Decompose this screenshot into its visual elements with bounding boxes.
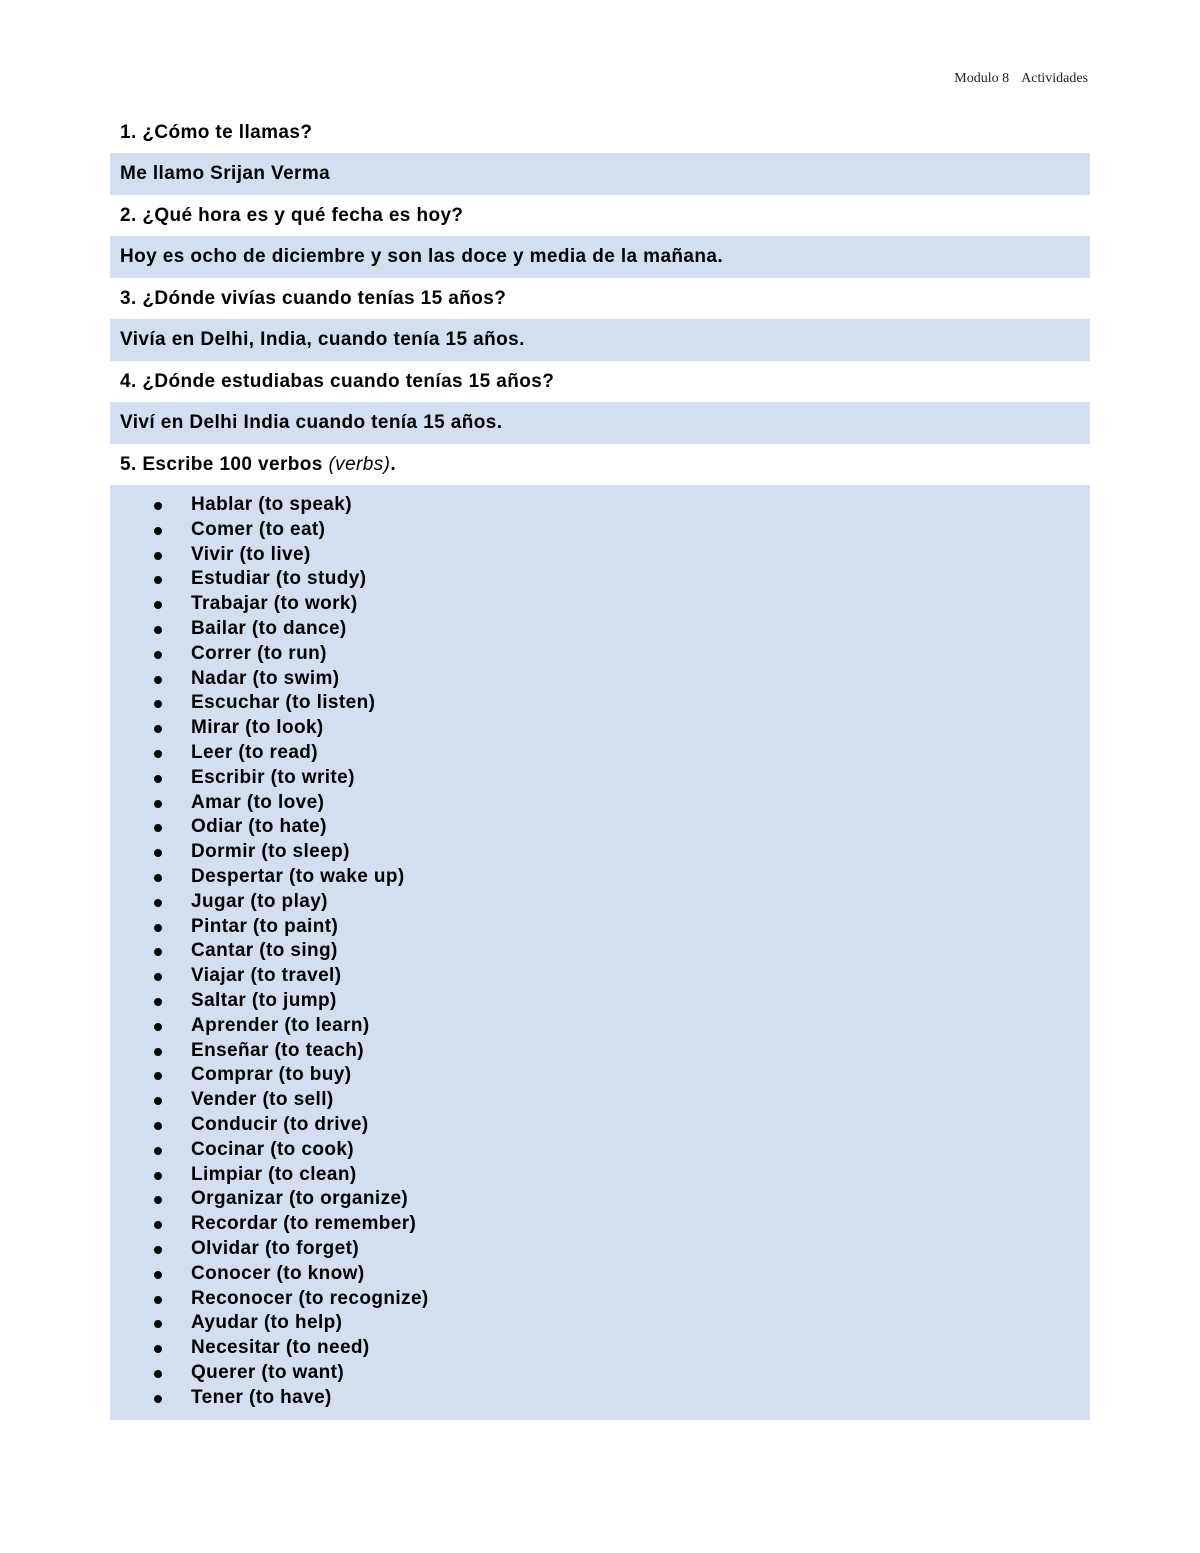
verb-text: Dormir (to sleep): [191, 841, 350, 863]
verb-list-item: [110, 1039, 1090, 1064]
verb-list-item: [110, 1063, 1090, 1088]
verb-text: Nadar (to swim): [191, 667, 340, 689]
verb-text: Comer (to eat): [191, 518, 326, 540]
question-5-prompt: 5. Escribe 100 verbos: [120, 453, 323, 475]
verb-list-item: [110, 493, 1090, 518]
verb-list-item: [110, 766, 1090, 791]
verb-text: Leer (to read): [191, 741, 319, 763]
verb-text: Recordar (to remember): [191, 1213, 417, 1235]
verb-list-item: [110, 1287, 1090, 1312]
bullet-icon: [154, 1345, 162, 1353]
verb-list-item: [110, 865, 1090, 890]
bullet-icon: [154, 1221, 162, 1229]
bullet-icon: [154, 725, 162, 733]
verb-list-item: [110, 1336, 1090, 1361]
bullet-icon: [154, 874, 162, 882]
question-1: 1. ¿Cómo te llamas?: [110, 112, 1090, 153]
answer-3: Vivía en Delhi, India, cuando tenía 15 años.: [110, 319, 1090, 361]
bullet-icon: [154, 576, 162, 584]
verb-text: Tener (to have): [191, 1386, 332, 1408]
verb-list-item: [110, 1237, 1090, 1262]
bullet-icon: [154, 1196, 162, 1204]
verb-text: Ayudar (to help): [191, 1312, 343, 1334]
bullet-icon: [154, 1246, 162, 1254]
bullet-icon: [154, 502, 162, 510]
verb-list-item: [110, 1361, 1090, 1386]
verb-list-item: [110, 518, 1090, 543]
bullet-icon: [154, 552, 162, 560]
verb-text: Odiar (to hate): [191, 816, 327, 838]
verb-list-item: [110, 791, 1090, 816]
verb-list-item: [110, 1113, 1090, 1138]
verb-text: Jugar (to play): [191, 890, 328, 912]
verb-list-item: [110, 989, 1090, 1014]
verb-text: Trabajar (to work): [191, 593, 358, 615]
verb-list-item: [110, 890, 1090, 915]
answer-1: Me llamo Srijan Verma: [110, 153, 1090, 195]
verb-text: Querer (to want): [191, 1361, 345, 1383]
verb-text: Viajar (to travel): [191, 965, 342, 987]
verb-text: Escuchar (to listen): [191, 692, 376, 714]
verb-text: Bailar (to dance): [191, 617, 347, 639]
bullet-icon: [154, 1122, 162, 1130]
bullet-icon: [154, 800, 162, 808]
verb-text: Estudiar (to study): [191, 568, 367, 590]
verb-list-item: [110, 716, 1090, 741]
verb-list-item: [110, 840, 1090, 865]
page-header: [954, 71, 1088, 87]
answer-2: Hoy es ocho de diciembre y son las doce y media de la mañana.: [110, 236, 1090, 278]
bullet-icon: [154, 700, 162, 708]
bullet-icon: [154, 676, 162, 684]
verb-list-item: [110, 691, 1090, 716]
verb-list-item: [110, 543, 1090, 568]
verb-text: Escribir (to write): [191, 766, 355, 788]
verb-list: [110, 493, 1090, 1410]
verb-list-item: [110, 915, 1090, 940]
verb-list-item: [110, 1187, 1090, 1212]
verb-text: Olvidar (to forget): [191, 1237, 360, 1259]
bullet-icon: [154, 651, 162, 659]
bullet-icon: [154, 849, 162, 857]
bullet-icon: [154, 1023, 162, 1031]
bullet-icon: [154, 899, 162, 907]
bullet-icon: [154, 1320, 162, 1328]
verb-list-item: [110, 1088, 1090, 1113]
verb-text: Necesitar (to need): [191, 1337, 370, 1359]
verb-text: Amar (to love): [191, 791, 325, 813]
verb-text: Vender (to sell): [191, 1089, 334, 1111]
verb-list-item: [110, 567, 1090, 592]
verb-text: Reconocer (to recognize): [191, 1287, 429, 1309]
verb-text: Organizar (to organize): [191, 1188, 409, 1210]
bullet-icon: [154, 1048, 162, 1056]
bullet-icon: [154, 1370, 162, 1378]
verb-list-item: [110, 617, 1090, 642]
verb-list-item: [110, 1262, 1090, 1287]
verb-text: Vivir (to live): [191, 543, 311, 565]
bullet-icon: [154, 750, 162, 758]
question-5-hint: (verbs): [328, 453, 391, 475]
bullet-icon: [154, 527, 162, 535]
verb-text: Conocer (to know): [191, 1262, 365, 1284]
verb-text: Despertar (to wake up): [191, 865, 405, 887]
verb-text: Correr (to run): [191, 642, 327, 664]
bullet-icon: [154, 601, 162, 609]
bullet-icon: [154, 948, 162, 956]
verb-text: Cantar (to sing): [191, 940, 338, 962]
verb-text: Comprar (to buy): [191, 1064, 352, 1086]
bullet-icon: [154, 1395, 162, 1403]
verb-list-item: [110, 1311, 1090, 1336]
question-5-end: .: [390, 453, 397, 475]
verb-list-item: [110, 1014, 1090, 1039]
header-module: Modulo 8: [954, 71, 1010, 86]
verb-text: Saltar (to jump): [191, 989, 337, 1011]
verb-list-item: [110, 815, 1090, 840]
bullet-icon: [154, 626, 162, 634]
answer-4: Viví en Delhi India cuando tenía 15 años.: [110, 402, 1090, 444]
verb-text: Hablar (to speak): [191, 494, 352, 515]
verb-list-item: [110, 642, 1090, 667]
bullet-icon: [154, 1296, 162, 1304]
verb-text: Pintar (to paint): [191, 915, 339, 937]
verb-text: Conducir (to drive): [191, 1113, 369, 1135]
question-5: [110, 444, 1090, 485]
verb-text: Mirar (to look): [191, 717, 324, 739]
bullet-icon: [154, 998, 162, 1006]
bullet-icon: [154, 1072, 162, 1080]
verb-list-item: [110, 964, 1090, 989]
header-section: Actividades: [1021, 71, 1088, 86]
verb-list-item: [110, 1212, 1090, 1237]
verb-text: Limpiar (to clean): [191, 1163, 357, 1185]
bullet-icon: [154, 1271, 162, 1279]
question-4: 4. ¿Dónde estudiabas cuando tenías 15 años?: [110, 361, 1090, 402]
verb-text: Aprender (to learn): [191, 1014, 370, 1036]
verb-list-item: [110, 1163, 1090, 1188]
bullet-icon: [154, 1172, 162, 1180]
bullet-icon: [154, 824, 162, 832]
question-2: 2. ¿Qué hora es y qué fecha es hoy?: [110, 195, 1090, 236]
question-3: 3. ¿Dónde vivías cuando tenías 15 años?: [110, 278, 1090, 319]
verb-list-item: [110, 939, 1090, 964]
bullet-icon: [154, 1147, 162, 1155]
verb-list-item: [110, 592, 1090, 617]
verb-list-item: [110, 741, 1090, 766]
bullet-icon: [154, 973, 162, 981]
bullet-icon: [154, 775, 162, 783]
verb-list-item: [110, 1386, 1090, 1411]
verb-text: Cocinar (to cook): [191, 1138, 355, 1160]
verb-list-item: [110, 1138, 1090, 1163]
verb-list-item: [110, 667, 1090, 692]
bullet-icon: [154, 1097, 162, 1105]
verb-list-box: [110, 485, 1090, 1420]
verb-text: Enseñar (to teach): [191, 1039, 364, 1061]
activity-sheet: [110, 112, 1090, 1420]
bullet-icon: [154, 924, 162, 932]
